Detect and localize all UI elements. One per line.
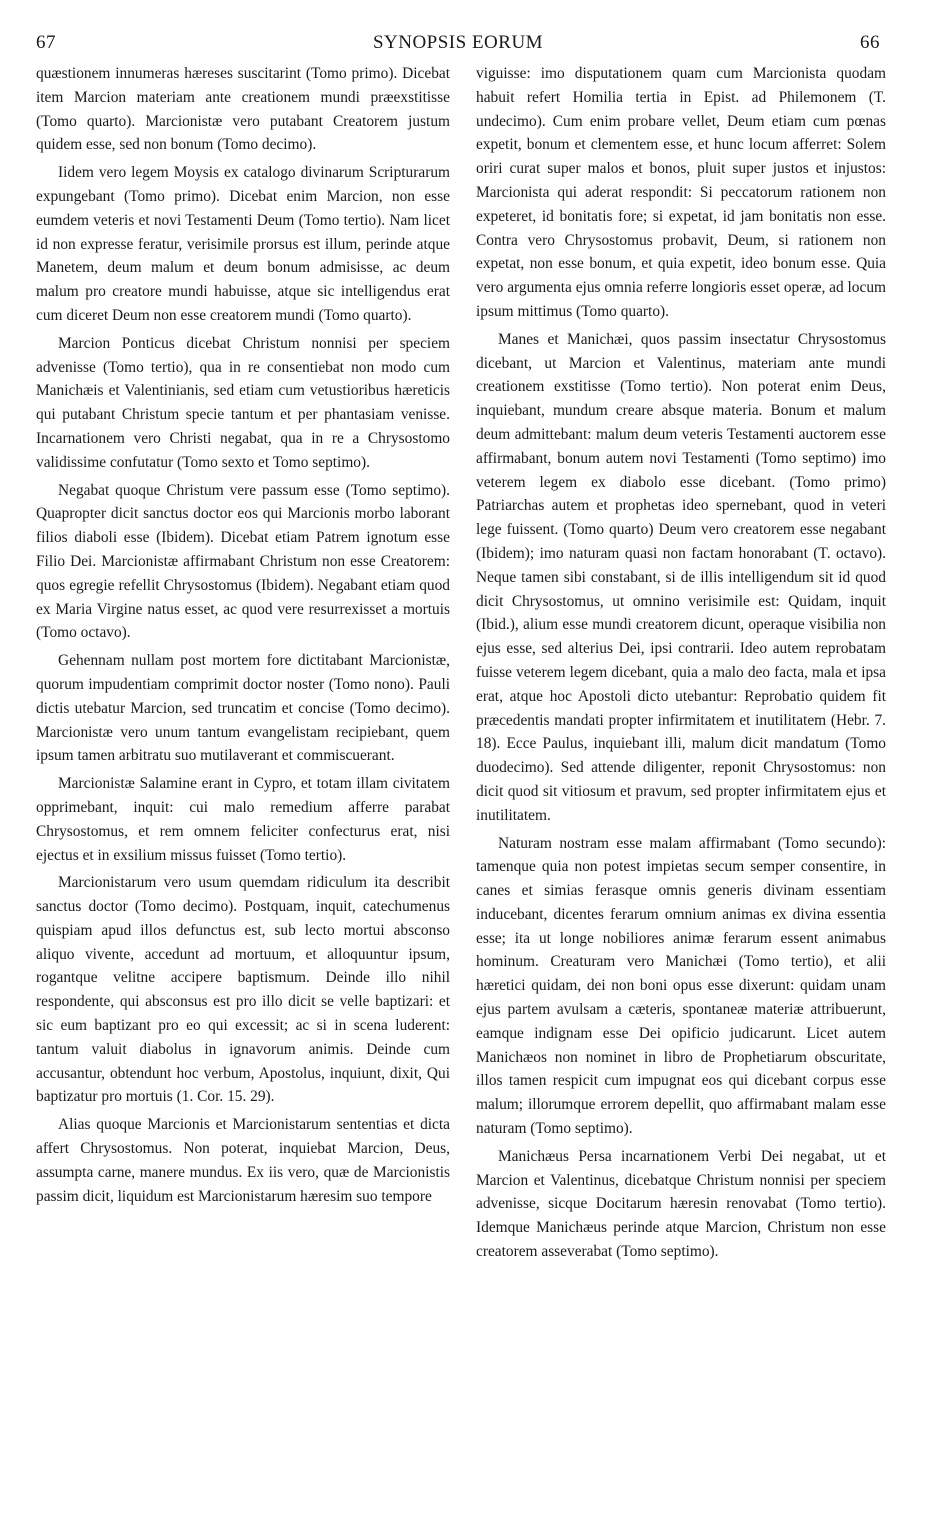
running-head [36,32,880,58]
paragraph: Marcionistæ Salamine erant in Cypro, et totam illam civitatem opprimebant, inquit: cui malo remedium afferre parabat Chrysostomus, et rem omnem feliciter confecturus erat, nisi ejectus et in exsilium missus fuisset (Tomo tertio). [36,775,450,864]
paragraph: Naturam nostram esse malam affirmabant (Tomo secundo): tamenque quia non potest impietas secum semper consentire, in canes et simias ferasque omnis generis divinam essentiam inducebant, dicentes ferarum omnium animas ex divina essentia esse; ita ut longe nobiliores animæ ferarum essent animabus hominum. Creaturam vero Manichæi (Tomo tertio), et alii hæretici quidam, dei non boni opus esse dixerunt: quidam unam ejus partem avulsam a cæteris, spontaneæ materiæ attribuerunt, eamque indignam esse Dei opificio judicarunt. Licet autem Manichæos non nominet in libro de Prophetiarum obscuritate, illos tamen respicit cum impugnat eos qui dicebant corpus esse malum; illorumque errorem depellit, quo affirmabant malam esse naturam (Tomo septimo). [476,834,886,1138]
running-title: SYNOPSIS EORUM [372,32,544,53]
paragraph: Marcion Ponticus dicebat Christum nonnisi per speciem advenisse (Tomo tertio), qua in re consentiebat non modo cum Manichæis et Valentinianis, sed etiam cum vetustioribus hæreticis qui putabant Christum specie tantum et per phantasiam venisse. Incarnationem vero Christi negabat, qua in re a Chrysostomo validissime confutatur (Tomo sexto et Tomo septimo). [36,334,450,471]
paragraph: Gehennam nullam post mortem fore dictitabant Marcionistæ, quorum impudentiam comprimit doctor noster (Tomo nono). Pauli dictis utebatur Marcion, sed truncatim et concise (Tomo decimo). Marcionistæ vero unum tantum evangelistam recipiebant, quem ipsum tamen arbitratu suo mutilaverant et commiscuerant. [36,652,450,765]
left-column [36,62,450,1208]
paragraph: Iidem vero legem Moysis ex catalogo divinarum Scripturarum expungebant (Tomo primo). Dicebat enim Marcion, non esse eumdem veteris et novi Testamenti Deum (Tomo tertio). Nam licet id non expresse feratur, verisimile prorsus est illum, perinde atque Manetem, deum malum et deum bonum admisisse, ac deum malum pro creatore mundi habuisse, atque sic intelligendus erat cum diceret Deum non esse creatorem mundi (Tomo quarto). [36,164,450,324]
page-number-left: 67 [36,32,56,53]
paragraph: Alias quoque Marcionis et Marcionistarum sententias et dicta affert Chrysostomus. Non poterat, inquiebat Marcion, Deus, assumpta carne, manere mundus. Ex iis vero, quæ de Marcionistis passim dicit, liquidum est Marcionistarum hæresim suo tempore [36,1116,450,1205]
page-number-right: 66 [860,32,880,53]
paragraph: Marcionistarum vero usum quemdam ridiculum ita describit sanctus doctor (Tomo decimo). Postquam, inquit, catechumenus quispiam apud illos defunctus est, sub lecto mortui absconso aliquo vivente, accedunt ad mortuum, et alloquuntur ipsum, rogantque velitne accipere baptismum. Deinde illo nihil respondente, qui absconsus est pro illo dicit se velle baptizari: et sic eum baptizant pro eo qui excessit; ac si in scena luderent: tantum valuit diabolus in ignavorum animis. Deinde cum accusantur, obtendunt hoc verbum, Apostolus, inquiunt, dixit, Qui baptizatur pro mortuis (1. Cor. 15. 29). [36,874,450,1106]
paragraph: quæstionem innumeras hæreses suscitarint (Tomo primo). Dicebat item Marcion materiam ante creationem mundi præexstitisse (Tomo quarto). Marcionistæ vero putabant Creatorem justum quidem esse, sed non bonum (Tomo decimo). [36,65,450,154]
paragraph: viguisse: imo disputationem quam cum Marcionista quodam habuit refert Homilia tertia in Epist. ad Philemonem (T. undecimo). Cum enim probare vellet, Deum etiam cum pœnas expetit, bonum et clementem esse, et hunc locum afferret: Solem oriri curat super malos et bonos, pluit super justos et injustos: Marcionista qui aderat respondit: Si peccatorum rationem non expeteret, id bonitatis fore; si expetat, id jam bonitatis non esse. Contra vero Chrysostomus probavit, Deum, si rationem non expetat, non esse bonum, et quia expetit, ideo bonum esse. Quia vero argumenta ejus omnia referre longioris esset operæ, ad locum ipsum mittimus (Tomo quarto). [476,65,887,320]
paragraph: Manichæus Persa incarnationem Verbi Dei negabat, ut et Marcion et Valentinus, dicebatque Christum nonnisi per speciem advenisse, sicque Docitarum hæresin renovabat (Tomo tertio). Idemque Manichæus perinde atque Marcion, Christum non esse creatorem asseverabat (Tomo septimo). [476,1147,886,1261]
right-column [476,62,886,1264]
paragraph: Manes et Manichæi, quos passim insectatur Chrysostomus dicebant, ut Marcion et Valentinus, materiam ante mundi creationem exstitisse (Tomo tertio). Non poterat enim Deus, inquiebant, mundum creare absque materia. Bonum et malum deum admittebant: malum deum veteris Testamenti auctorem esse affirmabant, bonum autem novi Testamenti (Tomo septimo) imo veterem legem ex diabolo esse dicebant. (Tomo primo) Patriarchas autem et prophetas ideo spernebant, quod in veteri lege fuissent. (Tomo quarto) Deum vero creatorem esse negabant (Ibidem); imo naturam quasi non factam honorabant (T. octavo). Neque tamen sibi constabant, si de illis intelligendum sit id quod dicit Chrysostomus, ut omnino verisimile est: Quidam, inquit (Ibid.), alium esse mundi creatorem dicunt, operaque visibilia non ejus esse, sed alterius Dei, ipsi contrarii. Ideo autem reprobatam fuisse veterem legem dicebant, quia a malo deo facta, mala et ipsa erat, atque hoc Apostoli dicto utebantur: Reprobatio quidem fit præcedentis mandati propter infirmitatem et inutilitatem (Hebr. 7. 18). Ecce Paulus, inquiebant illi, malum dicit mandatum (Tomo duodecimo). Sed attende diligenter, reponit Chrysostomus: non dicit quod sit vitiosum et pravum, sed propter infirmitatem ejus et inutilitatem. [476,330,886,824]
paragraph: Negabat quoque Christum vere passum esse (Tomo septimo). Quapropter dicit sanctus doctor eos qui Marcionis morbo laborant filios diaboli esse (Ibidem). Dicebat etiam Patrem ignotum esse Filio Dei. Marcionistæ affirmabant Christum non esse Creatorem: quos egregie refellit Chrysostomus (Ibidem). Negabant etiam quod ex Maria Virgine natus esset, ac quod vere resurrexisset a mortuis (Tomo octavo). [36,481,450,642]
